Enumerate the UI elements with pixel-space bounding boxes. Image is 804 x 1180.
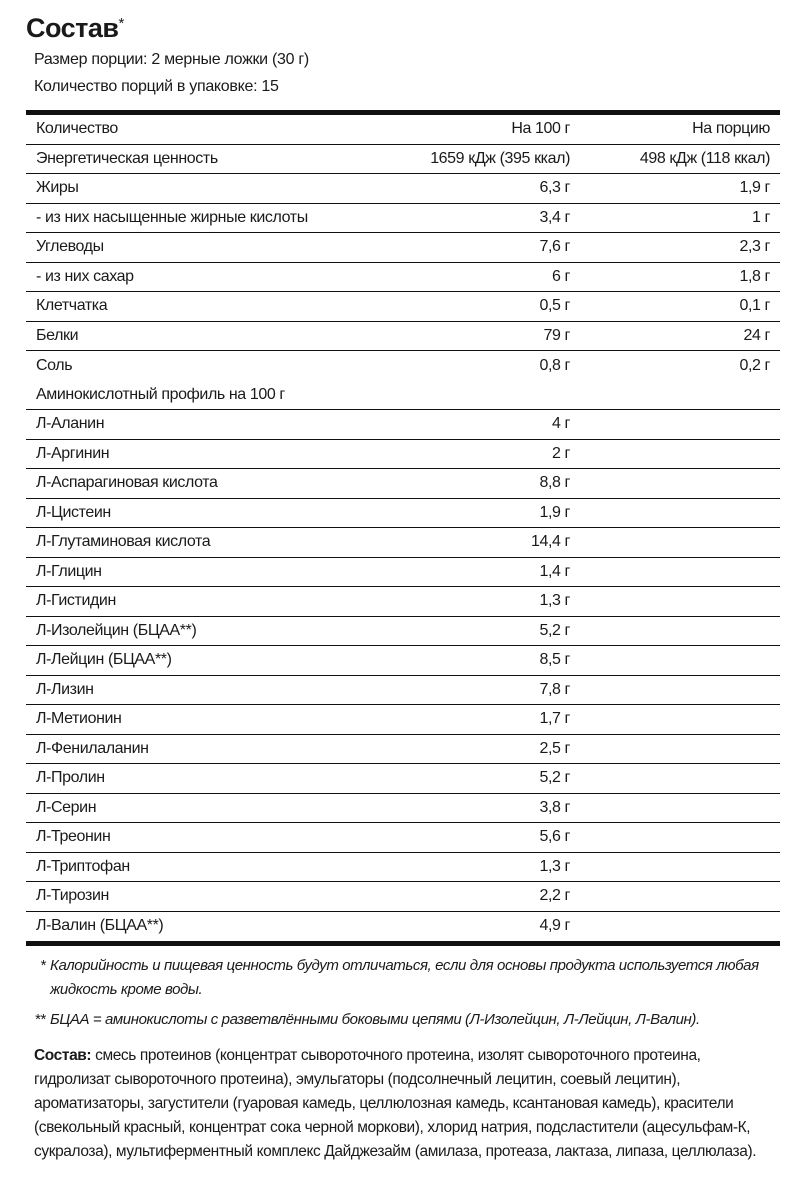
nutrient-per-100g: 1659 кДж (395 ккал) xyxy=(430,149,570,167)
amino-value: 14,4 г xyxy=(530,533,570,551)
amino-value: 1,3 г xyxy=(539,592,570,610)
amino-value: 2,2 г xyxy=(539,887,570,905)
footnote-1 xyxy=(26,954,780,1002)
nutrient-per-serving: 24 г xyxy=(743,326,770,344)
amino-value: 4 г xyxy=(552,415,570,433)
table-header-row xyxy=(26,115,780,145)
amino-name: Л-Изолейцин (БЦАА**) xyxy=(36,621,197,639)
table-row xyxy=(26,292,780,322)
amino-name: Л-Глутаминовая кислота xyxy=(36,533,211,551)
table-row xyxy=(26,263,780,293)
table-row xyxy=(26,676,780,706)
amino-value: 1,4 г xyxy=(539,562,570,580)
footnote-1-mark: * xyxy=(40,957,46,974)
footnote-1-text: Калорийность и пищевая ценность будут отличаться, если для основы продукта используется любая жидкость кроме воды. xyxy=(50,957,759,998)
nutrient-per-serving: 2,3 г xyxy=(739,238,770,256)
amino-name: Л-Тирозин xyxy=(36,887,109,905)
amino-value: 8,8 г xyxy=(539,474,570,492)
amino-name: Л-Аспарагиновая кислота xyxy=(36,474,218,492)
table-row xyxy=(26,410,780,440)
amino-name: Л-Лейцин (БЦАА**) xyxy=(36,651,172,669)
title-footnote-mark: * xyxy=(118,15,124,32)
nutrient-per-serving: 1 г xyxy=(752,208,770,226)
table-row xyxy=(26,528,780,558)
nutrient-per-serving: 1,9 г xyxy=(739,179,770,197)
footnote-2 xyxy=(26,1008,780,1032)
table-row xyxy=(26,469,780,499)
table-row xyxy=(26,499,780,529)
serving-size: Размер порции: 2 мерные ложки (30 г) xyxy=(34,51,309,68)
nutrient-per-100g: 0,8 г xyxy=(539,356,570,374)
amino-value: 3,8 г xyxy=(539,798,570,816)
header-per-100g: На 100 г xyxy=(511,120,570,138)
amino-name: Л-Лизин xyxy=(36,680,94,698)
footnote-2-mark: ** xyxy=(35,1011,46,1028)
nutrient-per-100g: 79 г xyxy=(543,326,570,344)
nutrient-per-100g: 6,3 г xyxy=(539,179,570,197)
header-per-serving: На порцию xyxy=(692,120,770,138)
composition-label: Состав: xyxy=(34,1047,92,1064)
amino-value: 4,9 г xyxy=(539,917,570,935)
amino-name: Л-Валин (БЦАА**) xyxy=(36,917,164,935)
amino-name: Л-Аланин xyxy=(36,415,105,433)
amino-value: 5,6 г xyxy=(539,828,570,846)
amino-name: Л-Гистидин xyxy=(36,592,116,610)
nutrient-per-serving: 0,2 г xyxy=(739,356,770,374)
table-row xyxy=(26,351,780,381)
amino-value: 8,5 г xyxy=(539,651,570,669)
nutrient-name: Соль xyxy=(36,356,73,374)
amino-value: 2,5 г xyxy=(539,739,570,757)
page-title xyxy=(26,10,780,46)
nutrient-per-100g: 7,6 г xyxy=(539,238,570,256)
amino-value: 1,3 г xyxy=(539,857,570,875)
nutrient-per-serving: 498 кДж (118 ккал) xyxy=(639,149,770,167)
amino-name: Л-Треонин xyxy=(36,828,111,846)
composition xyxy=(26,1044,780,1164)
amino-profile-header xyxy=(26,381,780,411)
amino-name: Л-Метионин xyxy=(36,710,122,728)
table-row xyxy=(26,853,780,883)
amino-value: 5,2 г xyxy=(539,769,570,787)
table-row xyxy=(26,322,780,352)
footnotes xyxy=(26,954,780,1032)
composition-text: смесь протеинов (концентрат сывороточного протеина, изолят сывороточного протеина, гидролизат сывороточного протеина), эмульгаторы (подсолнечный лецитин, соевый лецитин), ароматизаторы, загустители (гуаровая камедь, целлюлозная камедь, ксантановая камедь), красители (свекольный красный, концентрат сока черной моркови), хлорид натрия, подсластители (ацесульфам-К, сукралоза), мультиферментный комплекс Дайджезайм (амилаза, протеаза, лактаза, липаза, целлюлаза). xyxy=(34,1047,757,1160)
amino-header-label: Аминокислотный профиль на 100 г xyxy=(36,385,285,403)
table-row xyxy=(26,204,780,234)
table-row xyxy=(26,764,780,794)
table-row xyxy=(26,233,780,263)
table-row xyxy=(26,558,780,588)
table-row xyxy=(26,823,780,853)
amino-value: 1,9 г xyxy=(539,503,570,521)
amino-name: Л-Цистеин xyxy=(36,503,111,521)
table-row xyxy=(26,912,780,942)
nutrient-name: - из них насыщенные жирные кислоты xyxy=(36,208,308,226)
nutrient-name: Белки xyxy=(36,326,79,344)
table-row xyxy=(26,617,780,647)
amino-name: Л-Фенилаланин xyxy=(36,739,149,757)
table-row xyxy=(26,440,780,470)
table-row xyxy=(26,882,780,912)
nutrient-name: - из них сахар xyxy=(36,267,134,285)
nutrient-name: Жиры xyxy=(36,179,79,197)
nutrition-table xyxy=(26,110,780,946)
amino-name: Л-Глицин xyxy=(36,562,102,580)
amino-value: 2 г xyxy=(552,444,570,462)
nutrient-per-100g: 0,5 г xyxy=(539,297,570,315)
nutrient-name: Энергетическая ценность xyxy=(36,149,218,167)
amino-name: Л-Серин xyxy=(36,798,97,816)
amino-name: Л-Аргинин xyxy=(36,444,110,462)
table-row xyxy=(26,587,780,617)
amino-value: 7,8 г xyxy=(539,680,570,698)
nutrient-per-serving: 0,1 г xyxy=(739,297,770,315)
table-row xyxy=(26,174,780,204)
footnote-2-text: БЦАА = аминокислоты с разветвлёнными боковыми цепями (Л-Изолейцин, Л-Лейцин, Л-Валин). xyxy=(50,1011,700,1028)
table-row xyxy=(26,735,780,765)
table-row xyxy=(26,145,780,175)
servings-count: Количество порций в упаковке: 15 xyxy=(34,78,279,95)
nutrient-name: Клетчатка xyxy=(36,297,108,315)
nutrient-per-100g: 3,4 г xyxy=(539,208,570,226)
nutrient-name: Углеводы xyxy=(36,238,104,256)
table-row xyxy=(26,705,780,735)
table-row xyxy=(26,646,780,676)
amino-value: 1,7 г xyxy=(539,710,570,728)
nutrient-per-100g: 6 г xyxy=(552,267,570,285)
table-row xyxy=(26,794,780,824)
title-text: Состав xyxy=(26,13,119,43)
header-quantity: Количество xyxy=(36,120,118,138)
amino-value: 5,2 г xyxy=(539,621,570,639)
amino-name: Л-Триптофан xyxy=(36,857,130,875)
amino-name: Л-Пролин xyxy=(36,769,105,787)
nutrient-per-serving: 1,8 г xyxy=(739,267,770,285)
nutrition-label xyxy=(26,10,780,1164)
